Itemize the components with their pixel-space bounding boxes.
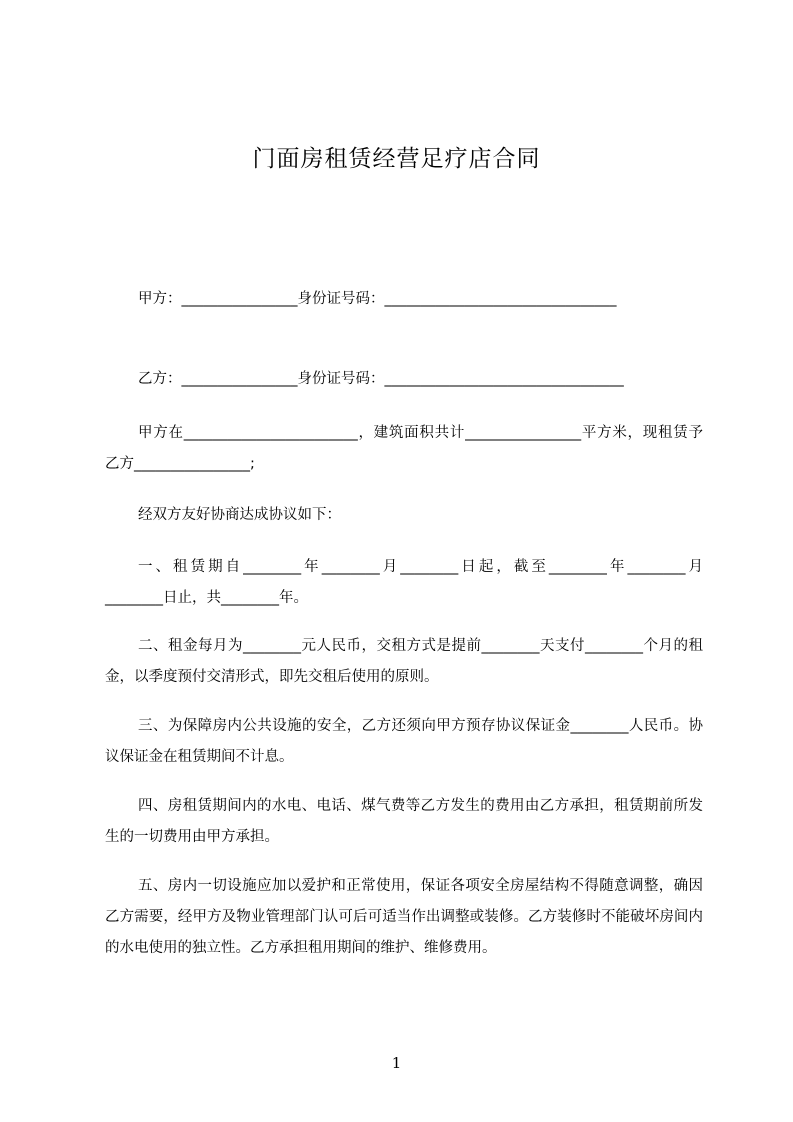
agreement-intro: 经双方友好协商达成协议如下： (138, 507, 341, 523)
party-a-line: 甲方：________________身份证号码：________________________________ (138, 291, 617, 307)
clause-2-rent: 二、租金每月为________元人民币，交租方式是提前________天支付________个月的租金，以季度预付交清形式，即先交租后使用的原则。 (105, 638, 703, 685)
page-number: 1 (391, 1054, 402, 1072)
clause-3-deposit: 三、为保障房内公共设施的安全，乙方还须向甲方预存协议保证金________人民币。协议保证金在租赁期间不计息。 (105, 718, 703, 765)
clause-4-utilities: 四、房租赁期间内的水电、电话、煤气费等乙方发生的费用由乙方承担，租赁期前所发生的一切费用由甲方承担。 (105, 798, 703, 845)
clause-1-lease-term: 一、租赁期自________年________月________日起，截至________年________月________日止，共________年。 (105, 559, 703, 606)
premises-paragraph: 甲方在________________________，建筑面积共计________________平方米，现租赁予乙方________________; (105, 425, 703, 472)
document-title: 门面房租赁经营足疗店合同 (252, 146, 541, 172)
party-b-line: 乙方：________________身份证号码：_________________________________ (138, 371, 624, 387)
clause-5-facilities: 五、房内一切设施应加以爱护和正常使用，保证各项安全房屋结构不得随意调整，确因乙方需要，经甲方及物业管理部门认可后可适当作出调整或装修。乙方装修时不能破坏房间内的水电使用的独立性。乙方承担租用期间的维护、维修费用。 (105, 878, 703, 956)
